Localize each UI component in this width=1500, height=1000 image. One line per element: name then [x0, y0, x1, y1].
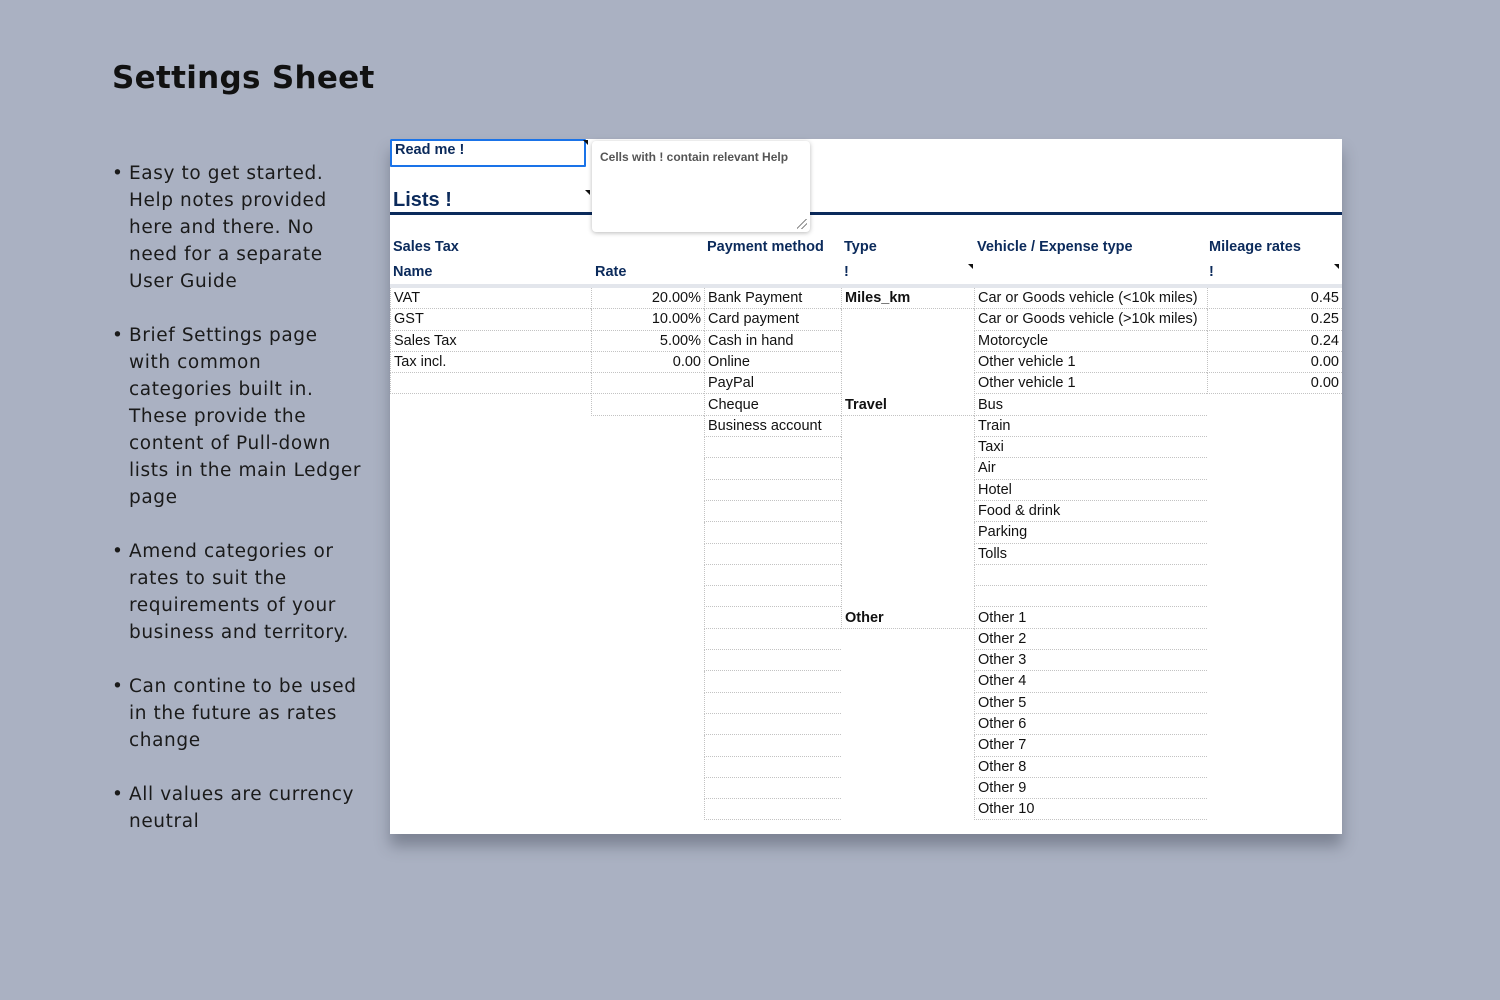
- note-indicator-icon: [583, 140, 588, 145]
- payment-method-cell[interactable]: [704, 501, 841, 522]
- expense-type-cell[interactable]: Other vehicle 1: [974, 352, 1207, 373]
- expense-type-cell[interactable]: Other 9: [974, 778, 1207, 799]
- type-cell[interactable]: [841, 565, 974, 586]
- payment-method-cell[interactable]: Cash in hand: [704, 331, 841, 352]
- header-sales-tax[interactable]: Sales Tax: [393, 239, 459, 255]
- tax-rate-cell[interactable]: 0.00: [591, 352, 704, 373]
- lists-heading[interactable]: Lists !: [393, 189, 452, 211]
- expense-type-cell[interactable]: Bus: [974, 395, 1207, 416]
- expense-type-cell[interactable]: Air: [974, 458, 1207, 479]
- header-name[interactable]: Name: [393, 264, 433, 280]
- help-note-popup[interactable]: [592, 141, 810, 232]
- expense-type-cell[interactable]: Tolls: [974, 544, 1207, 565]
- payment-method-cell[interactable]: [704, 735, 841, 756]
- payment-method-cell[interactable]: [704, 693, 841, 714]
- spreadsheet: [390, 139, 1342, 834]
- payment-method-cell[interactable]: [704, 799, 841, 820]
- tax-rate-cell[interactable]: 10.00%: [591, 309, 704, 330]
- payment-method-cell[interactable]: Online: [704, 352, 841, 373]
- type-cell[interactable]: [841, 522, 974, 543]
- mileage-rate-cell[interactable]: 0.00: [1207, 352, 1342, 373]
- type-cell[interactable]: [841, 331, 974, 352]
- payment-method-cell[interactable]: Cheque: [704, 395, 841, 416]
- feature-bullet: • Amend categories or rates to suit the requirements of your business and territory.: [112, 538, 362, 646]
- tax-rate-cell[interactable]: 20.00%: [591, 288, 704, 309]
- expense-type-cell[interactable]: Other vehicle 1: [974, 373, 1207, 394]
- feature-list: [112, 160, 362, 862]
- payment-method-cell[interactable]: [704, 458, 841, 479]
- payment-method-cell[interactable]: [704, 586, 841, 607]
- header-payment-method[interactable]: Payment method: [707, 239, 824, 255]
- payment-method-cell[interactable]: [704, 437, 841, 458]
- expense-type-cell[interactable]: Hotel: [974, 480, 1207, 501]
- feature-bullet: • Brief Settings page with common categories built in. These provide the content of Pull-down lists in the main Ledger page: [112, 322, 362, 511]
- tax-name-cell[interactable]: GST: [390, 309, 591, 330]
- tax-name-cell[interactable]: VAT: [390, 288, 591, 309]
- header-type[interactable]: Type: [844, 239, 877, 255]
- resize-handle-icon[interactable]: [797, 219, 807, 229]
- type-cell[interactable]: Miles_km: [841, 288, 974, 309]
- expense-type-cell[interactable]: Other 6: [974, 714, 1207, 735]
- type-cell[interactable]: Travel: [841, 395, 974, 416]
- header-type-help[interactable]: !: [844, 264, 849, 280]
- payment-method-cell[interactable]: [704, 544, 841, 565]
- header-mileage-rates[interactable]: Mileage rates: [1209, 239, 1301, 255]
- tax-name-cell[interactable]: Tax incl.: [390, 352, 591, 373]
- expense-type-cell[interactable]: Other 7: [974, 735, 1207, 756]
- page-title: Settings Sheet: [112, 60, 375, 96]
- payment-method-cell[interactable]: [704, 608, 841, 629]
- expense-type-cell[interactable]: Car or Goods vehicle (>10k miles): [974, 309, 1207, 330]
- tax-rate-cell[interactable]: [591, 395, 704, 416]
- payment-method-cell[interactable]: PayPal: [704, 373, 841, 394]
- type-cell[interactable]: [841, 586, 974, 607]
- type-cell[interactable]: [841, 458, 974, 479]
- note-indicator-icon: [1334, 264, 1339, 269]
- payment-method-cell[interactable]: [704, 650, 841, 671]
- payment-method-cell[interactable]: Business account: [704, 416, 841, 437]
- tax-name-cell[interactable]: Sales Tax: [390, 331, 591, 352]
- type-cell[interactable]: [841, 544, 974, 565]
- expense-type-cell[interactable]: Other 3: [974, 650, 1207, 671]
- type-cell[interactable]: [841, 480, 974, 501]
- expense-type-cell[interactable]: Parking: [974, 522, 1207, 543]
- expense-type-cell[interactable]: Train: [974, 416, 1207, 437]
- payment-method-cell[interactable]: [704, 565, 841, 586]
- type-cell[interactable]: Other: [841, 608, 974, 629]
- tax-rate-cell[interactable]: [591, 373, 704, 394]
- note-indicator-icon: [585, 190, 590, 195]
- type-cell[interactable]: [841, 416, 974, 437]
- note-indicator-icon: [968, 264, 973, 269]
- header-rule: [390, 212, 1342, 215]
- expense-type-cell[interactable]: Motorcycle: [974, 331, 1207, 352]
- expense-type-cell[interactable]: Other 10: [974, 799, 1207, 820]
- tax-rate-cell[interactable]: 5.00%: [591, 331, 704, 352]
- mileage-rate-cell[interactable]: 0.45: [1207, 288, 1342, 309]
- payment-method-cell[interactable]: [704, 629, 841, 650]
- header-mileage-help[interactable]: !: [1209, 264, 1214, 280]
- expense-type-cell[interactable]: Taxi: [974, 437, 1207, 458]
- expense-type-cell[interactable]: Food & drink: [974, 501, 1207, 522]
- payment-method-cell[interactable]: Card payment: [704, 309, 841, 330]
- mileage-rate-cell[interactable]: 0.00: [1207, 373, 1342, 394]
- expense-type-cell[interactable]: Other 8: [974, 757, 1207, 778]
- readme-cell[interactable]: Read me !: [390, 139, 586, 167]
- mileage-rate-cell[interactable]: 0.25: [1207, 309, 1342, 330]
- expense-type-cell[interactable]: Other 4: [974, 671, 1207, 692]
- expense-type-cell[interactable]: [974, 586, 1207, 607]
- mileage-rate-cell[interactable]: 0.24: [1207, 331, 1342, 352]
- type-cell[interactable]: [841, 373, 974, 394]
- expense-type-cell[interactable]: [974, 565, 1207, 586]
- type-cell[interactable]: [841, 501, 974, 522]
- feature-bullet: • Can contine to be used in the future as rates change: [112, 673, 362, 754]
- feature-bullet: • All values are currency neutral: [112, 781, 362, 835]
- help-note-text: Cells with ! contain relevant Help: [600, 150, 789, 164]
- header-vehicle-expense[interactable]: Vehicle / Expense type: [977, 239, 1133, 255]
- payment-method-cell[interactable]: [704, 480, 841, 501]
- feature-bullet: • Easy to get started. Help notes provided here and there. No need for a separate User Guide: [112, 160, 362, 295]
- payment-method-cell[interactable]: [704, 778, 841, 799]
- type-cell[interactable]: [841, 352, 974, 373]
- type-cell[interactable]: [841, 437, 974, 458]
- header-rate[interactable]: Rate: [595, 264, 627, 280]
- tax-name-cell[interactable]: [390, 373, 591, 394]
- expense-type-cell[interactable]: Other 1: [974, 608, 1207, 629]
- payment-method-cell[interactable]: Bank Payment: [704, 288, 841, 309]
- payment-method-cell[interactable]: [704, 757, 841, 778]
- expense-type-cell[interactable]: Other 2: [974, 629, 1207, 650]
- expense-type-cell[interactable]: Other 5: [974, 693, 1207, 714]
- type-cell[interactable]: [841, 309, 974, 330]
- payment-method-cell[interactable]: [704, 714, 841, 735]
- payment-method-cell[interactable]: [704, 671, 841, 692]
- expense-type-cell[interactable]: Car or Goods vehicle (<10k miles): [974, 288, 1207, 309]
- payment-method-cell[interactable]: [704, 522, 841, 543]
